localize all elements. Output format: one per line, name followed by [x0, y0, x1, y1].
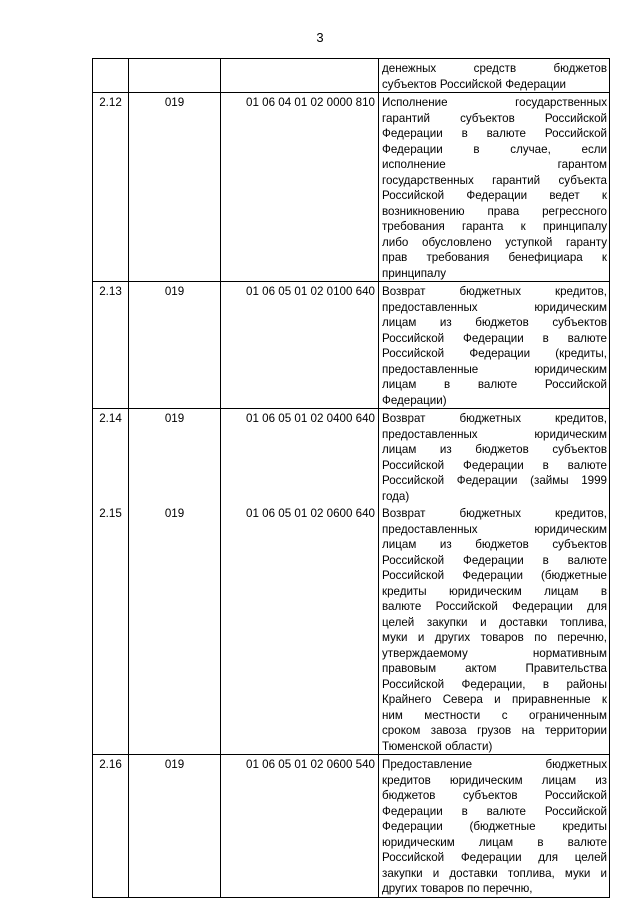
description-line: Российской Федерации в валюте	[382, 553, 607, 567]
table-row	[93, 59, 610, 93]
description-line: Российской Федерации ведет к	[382, 189, 607, 202]
description-cell	[379, 504, 610, 755]
table-body	[93, 59, 610, 898]
admin-code-cell: 019	[129, 504, 221, 755]
description-cell	[379, 409, 610, 505]
description-line: Федерации)	[382, 393, 447, 407]
description-line: сроком завоза грузов на территории	[382, 724, 607, 737]
page-number: 3	[316, 30, 324, 45]
description-line: Федерации в случае, если	[382, 142, 607, 156]
description-line: возникновению права регрессного	[382, 204, 607, 218]
description-cell	[379, 93, 610, 282]
description-line: Российской Федерации для целей	[382, 851, 607, 864]
row-number-cell	[93, 59, 129, 93]
description-line: Российской Федерации в валюте	[382, 458, 607, 472]
description-cell	[379, 59, 610, 93]
admin-code-cell: 019	[129, 409, 221, 505]
description-cell	[379, 755, 610, 898]
description-line: Предоставление бюджетных	[382, 758, 607, 771]
table-row	[93, 93, 610, 282]
description-line: лицам из бюджетов субъектов	[382, 538, 607, 551]
budget-code-cell: 01 06 05 01 02 0100 640	[221, 282, 379, 409]
admin-code-cell: 019	[129, 93, 221, 282]
description-line: субъектов Российской Федерации	[382, 77, 566, 91]
description-line: предоставленных юридическим	[382, 300, 607, 314]
row-number-cell: 2.16	[93, 755, 129, 898]
description-line: бюджетов субъектов Российской	[382, 789, 607, 802]
description-line: Российской Федерации, в районы	[382, 677, 607, 691]
table-row	[93, 409, 610, 505]
budget-code-cell	[221, 59, 379, 93]
description-line: Федерации в валюте Российской	[382, 127, 607, 140]
description-line: исполнение гарантом	[382, 158, 607, 171]
budget-code-cell: 01 06 05 01 02 0600 540	[221, 755, 379, 898]
description-line: ним местности с ограниченным	[382, 708, 607, 722]
description-line: государственных гарантий субъекта	[382, 173, 607, 187]
description-line: кредитов юридическим лицам из	[382, 773, 607, 787]
description-line: Возврат бюджетных кредитов,	[382, 285, 607, 298]
description-cell	[379, 282, 610, 409]
description-line: гарантий субъектов Российской	[382, 111, 607, 125]
description-line: других товаров по перечню,	[382, 882, 533, 895]
description-line: муки и других товаров по перечню,	[382, 631, 607, 644]
admin-code-cell: 019	[129, 282, 221, 409]
description-line: денежных средств бюджетов	[382, 62, 607, 75]
row-number-cell: 2.13	[93, 282, 129, 409]
description-line: предоставленных юридическим	[382, 427, 607, 441]
row-number-cell: 2.15	[93, 504, 129, 755]
budget-code-cell: 01 06 05 01 02 0600 640	[221, 504, 379, 755]
description-line: закупки и доставки топлива, муки и	[382, 866, 607, 880]
table-row	[93, 282, 610, 409]
description-line: либо обусловлено уступкой гаранту	[382, 235, 607, 249]
budget-codes-table	[92, 58, 610, 898]
admin-code-cell: 019	[129, 755, 221, 898]
description-line: Федерации (бюджетные кредиты	[382, 820, 607, 833]
table-row	[93, 504, 610, 755]
description-line: Российской Федерации (бюджетные	[382, 569, 607, 582]
description-line: юридическим лицам в валюте	[382, 835, 607, 849]
description-line: утверждаемому нормативным	[382, 646, 607, 660]
description-line: Крайнего Севера и приравненные к	[382, 693, 607, 706]
description-line: года)	[382, 489, 410, 503]
budget-code-cell: 01 06 05 01 02 0400 640	[221, 409, 379, 505]
description-line: валюте Российской Федерации для	[382, 600, 607, 613]
description-line: Возврат бюджетных кредитов,	[382, 507, 607, 520]
description-line: Исполнение государственных	[382, 96, 607, 109]
budget-code-cell: 01 06 04 01 02 0000 810	[221, 93, 379, 282]
description-line: лицам из бюджетов субъектов	[382, 316, 607, 329]
admin-code-cell	[129, 59, 221, 93]
description-line: Возврат бюджетных кредитов,	[382, 412, 607, 425]
description-line: лицам в валюте Российской	[382, 378, 607, 391]
description-line: правовым актом Правительства	[382, 662, 607, 675]
description-line: требования гаранта к принципалу	[382, 220, 607, 233]
description-line: Тюменской области)	[382, 739, 493, 753]
table-row	[93, 755, 610, 898]
row-number-cell: 2.12	[93, 93, 129, 282]
description-line: принципалу	[382, 266, 447, 280]
description-line: Российской Федерации в валюте	[382, 331, 607, 345]
description-line: Российской Федерации (займы 1999	[382, 474, 607, 487]
description-line: предоставленных юридическим	[382, 522, 607, 536]
description-line: предоставленные юридическим	[382, 362, 607, 376]
row-number-cell: 2.14	[93, 409, 129, 505]
description-line: целей закупки и доставки топлива,	[382, 615, 607, 629]
description-line: Федерации в валюте Российской	[382, 804, 607, 818]
description-line: прав требования бенефициара к	[382, 251, 607, 264]
description-line: лицам из бюджетов субъектов	[382, 443, 607, 456]
description-line: кредиты юридическим лицам в	[382, 584, 607, 598]
description-line: Российской Федерации (кредиты,	[382, 347, 607, 360]
